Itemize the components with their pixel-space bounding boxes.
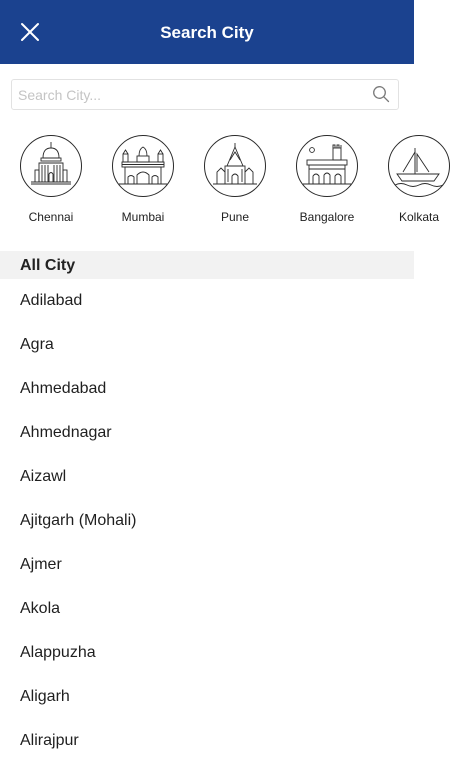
mumbai-landmark-icon	[112, 135, 174, 197]
list-item[interactable]: Ajmer	[20, 556, 62, 573]
city-name-label: Mumbai	[121, 210, 165, 224]
popular-cities-strip[interactable]	[0, 126, 440, 236]
list-item[interactable]: Ahmednagar	[20, 424, 112, 441]
city-name-label: Kolkata	[398, 210, 440, 224]
search-input[interactable]	[12, 80, 362, 109]
section-title: All City	[20, 257, 76, 274]
city-name-label: Pune	[220, 210, 250, 224]
list-item[interactable]: Aligarh	[20, 688, 70, 705]
kolkata-landmark-icon	[388, 135, 450, 197]
city-name-label: Chennai	[28, 210, 74, 224]
city-pune[interactable]	[189, 126, 281, 224]
list-item[interactable]: Akola	[20, 600, 61, 617]
city-chennai[interactable]	[5, 126, 97, 224]
pune-landmark-icon	[204, 135, 266, 197]
page-title: Search City	[160, 23, 254, 42]
chennai-landmark-icon	[20, 135, 82, 197]
city-mumbai[interactable]	[97, 126, 189, 224]
app-header	[0, 0, 414, 64]
list-item[interactable]: Ajitgarh (Mohali)	[20, 512, 137, 529]
list-item[interactable]: Alappuzha	[20, 644, 96, 661]
list-item[interactable]: Adilabad	[20, 292, 83, 309]
city-list	[0, 279, 414, 763]
city-name-label: Bangalore	[299, 210, 355, 224]
city-kolkata[interactable]	[373, 126, 465, 224]
city-bangalore[interactable]	[281, 126, 373, 224]
list-item[interactable]: Alirajpur	[20, 732, 79, 749]
list-item[interactable]: Agra	[20, 336, 54, 353]
search-icon[interactable]	[372, 85, 390, 103]
search-box	[11, 79, 399, 110]
list-item[interactable]: Ahmedabad	[20, 380, 107, 397]
all-city-section-header	[0, 251, 414, 279]
bangalore-landmark-icon	[296, 135, 358, 197]
list-item[interactable]: Aizawl	[20, 468, 67, 485]
